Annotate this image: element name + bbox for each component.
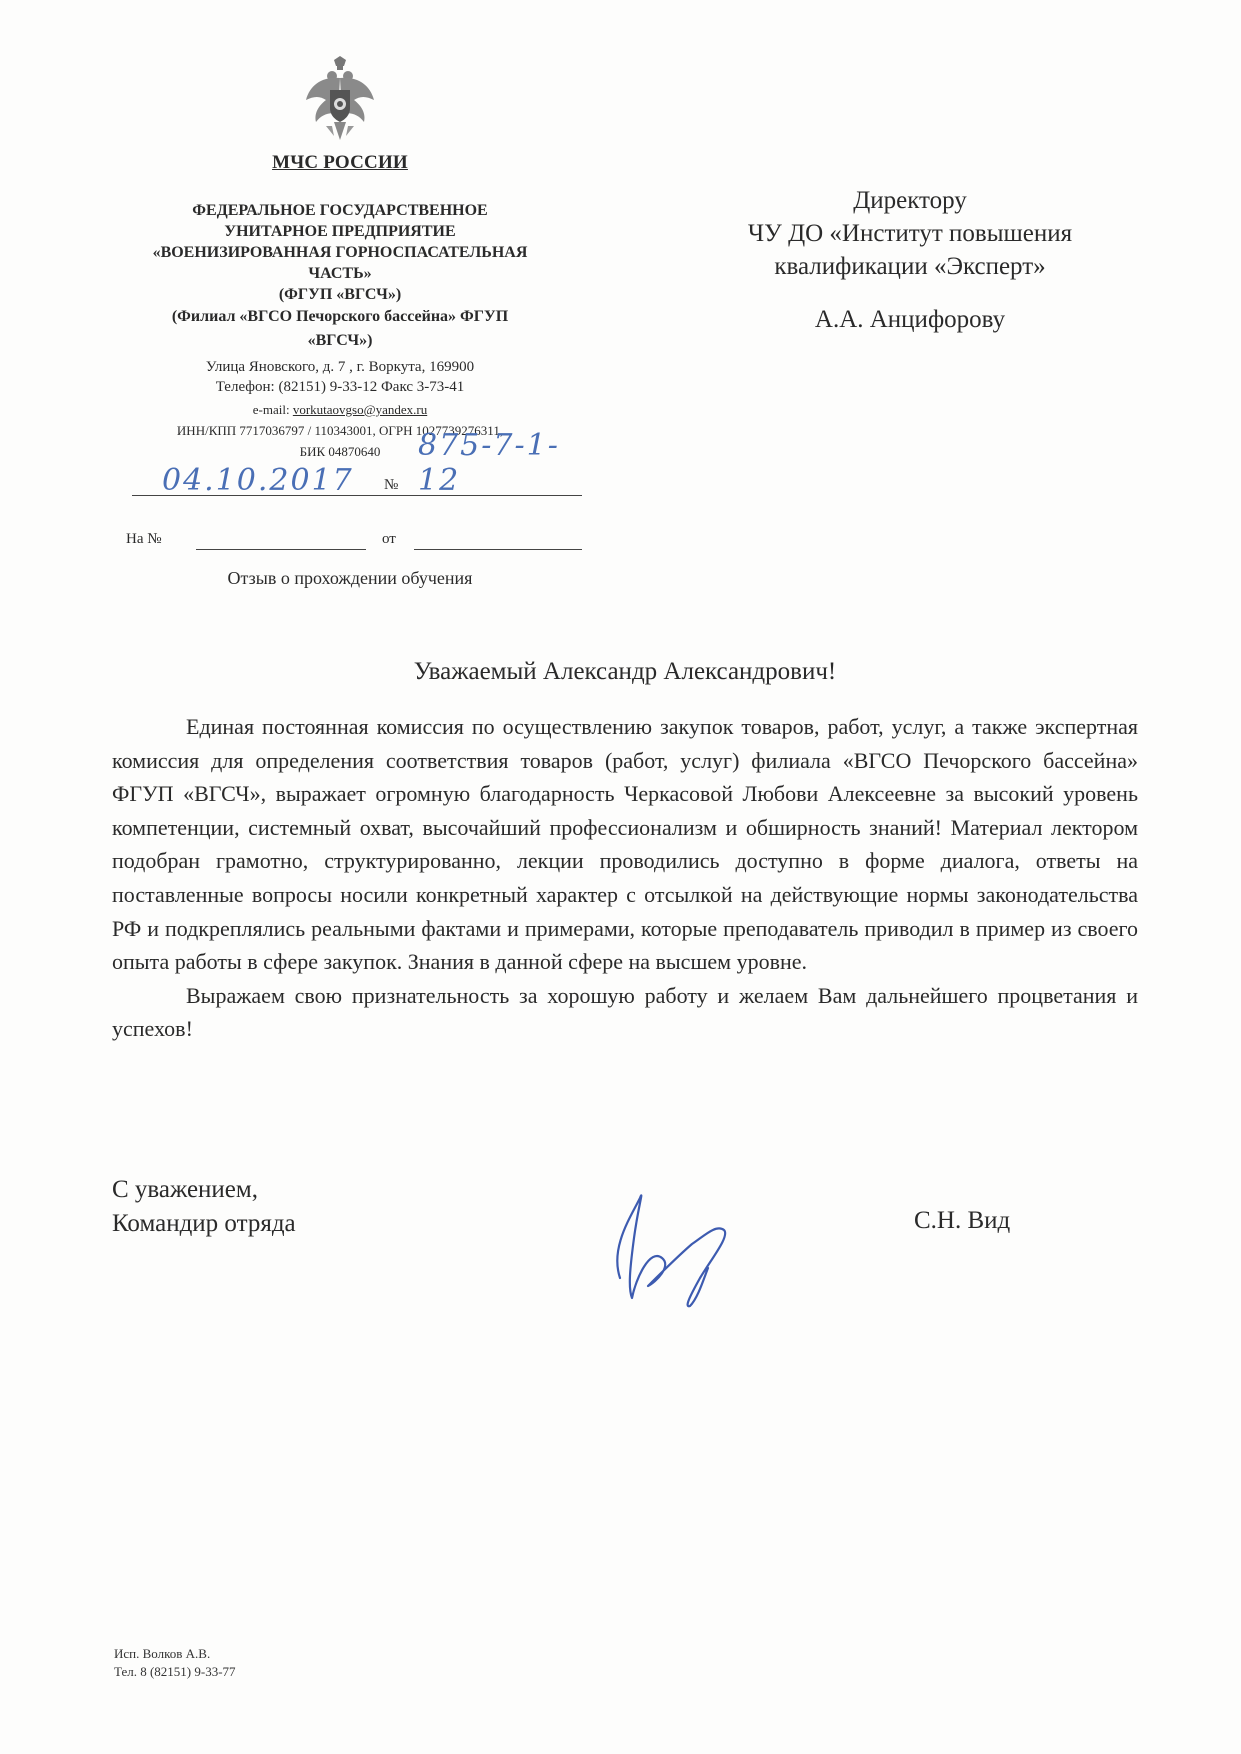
branch-line: (Филиал «ВГСО Печорского бассейна» ФГУП (171, 308, 509, 325)
executor-phone: Тел. 8 (82151) 9-33-77 (114, 1664, 236, 1679)
from-label: от (382, 531, 396, 547)
handwritten-number: 875-7-1-12 (418, 428, 560, 498)
emergency-ministry-emblem-icon (304, 56, 376, 148)
org-line: «ВОЕНИЗИРОВАННАЯ ГОРНОСПАСАТЕЛЬНАЯ (152, 244, 528, 261)
org-line: (ФГУП «ВГСЧ») (278, 286, 402, 303)
reply-reference-row (110, 520, 590, 556)
body-paragraph: Единая постоянная комиссия по осуществлению закупок товаров, работ, услуг, а также экспертная комиссия для определения соответствия товаров (работ, услуг) филиала «ВГСО Печорского бассейна» ФГУП «ВГСЧ», выражает огромную благодарность Черкасовой Любови Алексеевне за высокий уровень компетенции, системный охват, высочайший профессионализм и обширность знаний! Материал лектором подобран грамотно, структурированно, лекции проводились доступно в форме диалога, ответы на поставленные вопросы носили конкретный характер с отсылкой на действующие нормы законодательства РФ и подкреплялись реальными фактами и примерами, которые преподаватель приводил в пример из своего опыта работы в сфере закупок. Знания в данной сфере на высшем уровне. (112, 714, 1138, 975)
handwritten-signature-icon (600, 1178, 750, 1328)
org-line: ФЕДЕРАЛЬНОЕ ГОСУДАРСТВЕННОЕ (192, 202, 488, 219)
regards-text: С уважением, (112, 1176, 258, 1203)
reply-date-line (414, 519, 582, 550)
addressee-line: ЧУ ДО «Институт повышения (747, 220, 1073, 247)
branch-line: «ВГСЧ») (307, 332, 373, 349)
postal-address: Улица Яновского, д. 7 , г. Воркута, 169900 (205, 359, 475, 375)
org-line: УНИТАРНОЕ ПРЕДПРИЯТИЕ (224, 223, 456, 240)
addressee-name: А.А. Анцифорову (814, 306, 1006, 333)
addressee-line: квалификации «Эксперт» (774, 253, 1046, 280)
salutation: Уважаемый Александр Александрович! (413, 658, 837, 685)
signer-name: С.Н. Вид (914, 1207, 1011, 1234)
addressee-block (690, 184, 1130, 336)
email-link[interactable]: vorkutaovgso@yandex.ru (292, 402, 428, 417)
bik: БИК 04870640 (299, 444, 381, 459)
organization-name (110, 200, 570, 305)
subject-line: Отзыв о прохождении обучения (227, 568, 473, 588)
addressee-line: Директору (853, 187, 967, 214)
executor-footer (114, 1645, 236, 1681)
reply-to-label: На № (126, 531, 162, 547)
org-line: ЧАСТЬ» (308, 265, 372, 282)
letter-body (112, 710, 1138, 1046)
reply-number-line (196, 519, 366, 550)
inn-ogrn: ИНН/КПП 7717036797 / 110343001, ОГРН 1027739276311, (176, 423, 504, 438)
body-paragraph: Выражаем свою признательность за хорошую работу и желаем Вам дальнейшего процветания и успехов! (112, 982, 1138, 1042)
executor-name: Исп. Волков А.В. (114, 1646, 211, 1661)
signer-position: Командир отряда (112, 1210, 296, 1237)
email-line (110, 401, 570, 418)
email-label: e-mail: (252, 402, 293, 417)
agency-name: МЧС РОССИИ (272, 152, 408, 173)
closing-block (112, 1173, 296, 1241)
phone-fax: Телефон: (82151) 9-33-12 Факс 3-73-41 (215, 379, 465, 395)
letterhead (110, 56, 570, 460)
handwritten-date: 04.10.2017 (162, 463, 354, 498)
number-label: № (384, 477, 399, 493)
branch-name (110, 305, 570, 353)
